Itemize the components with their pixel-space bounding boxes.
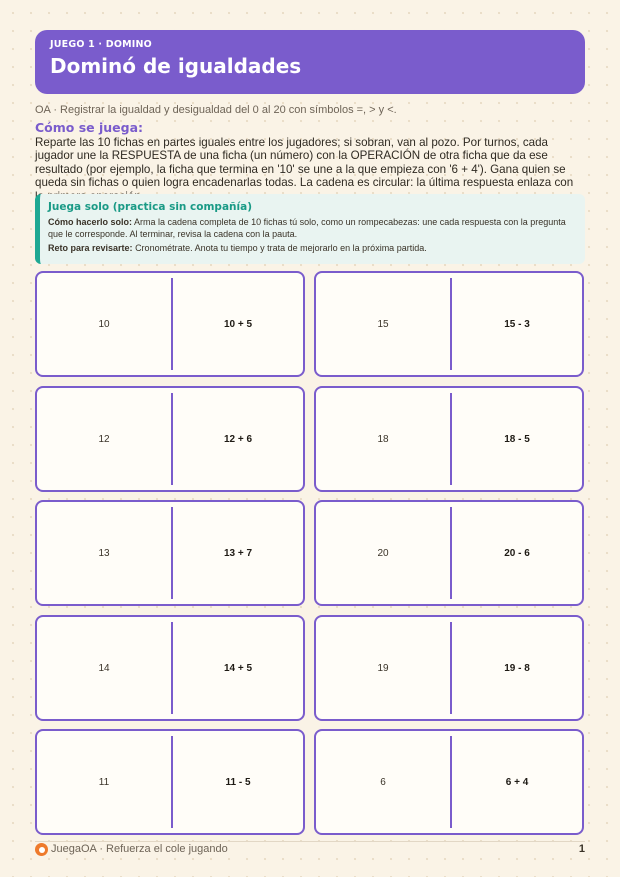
tile-answer: 12 xyxy=(98,433,110,445)
page-title: Dominó de igualdades xyxy=(50,54,302,78)
tile-answer: 19 xyxy=(377,662,389,674)
tile-operation: 18 - 5 xyxy=(504,433,530,445)
howto-text: Reparte las 10 fichas en partes iguales entre los jugadores; si sobran, van al pozo. Por turnos, cada jugador une la RESPUESTA de una ficha (un número) con la OPERACIÓN de otra ficha que da ese resultado (por ejemplo, la ficha que termina en '10' se une a la que empieza con '6 + 4'). Gana quien se queda sin fichas o quien logra encadenarlas todas. La cadena es circular: la última respuesta enlaza con xyxy=(35,136,574,190)
solo-title: Juega solo (practica sin compañía) xyxy=(48,201,252,213)
tile-operation: 6 + 4 xyxy=(505,776,529,788)
tile-answer: 11 xyxy=(98,776,110,788)
solo-how-text: Arma la cadena completa de 10 fichas tú solo, como un rompecabezas: une cada respuesta con la pregunta que le corresponde. Al terminar, revisa la cadena con la pauta. xyxy=(48,217,566,239)
solo-how-row xyxy=(48,216,575,240)
domino-tile xyxy=(314,500,584,606)
solo-challenge-row xyxy=(48,242,575,254)
tile-answer: 15 xyxy=(377,318,389,330)
solo-challenge-text: Cronométrate. Anota tu tiempo y trata de mejorarlo en la próxima partida. xyxy=(135,243,427,253)
tile-operation: 15 - 3 xyxy=(504,318,530,330)
page-footer xyxy=(35,843,585,859)
logo-ring-icon xyxy=(35,843,48,856)
domino-tile xyxy=(35,729,305,835)
learning-objective: OA · Registrar la igualdad y desigualdad del 0 al 20 con símbolos =, > y <. xyxy=(35,104,397,116)
tile-operation: 14 + 5 xyxy=(223,662,253,674)
domino-tile xyxy=(314,386,584,492)
tile-answer: 13 xyxy=(98,547,110,559)
tile-operation: 19 - 8 xyxy=(504,662,530,674)
domino-tile xyxy=(35,271,305,377)
tile-answer: 14 xyxy=(98,662,110,674)
tile-answer: 6 xyxy=(380,776,386,788)
tile-operation: 12 + 6 xyxy=(223,433,253,445)
tile-operation: 20 - 6 xyxy=(504,547,530,559)
domino-tile xyxy=(314,729,584,835)
tile-operation: 13 + 7 xyxy=(223,547,253,559)
domino-tile xyxy=(35,615,305,721)
footer-divider xyxy=(35,841,585,842)
game-kicker: JUEGO 1 · DOMINO xyxy=(50,39,152,50)
tile-answer: 18 xyxy=(377,433,389,445)
howto-heading: Cómo se juega: xyxy=(35,120,144,135)
solo-callout xyxy=(35,194,585,264)
domino-tile xyxy=(314,615,584,721)
tile-answer: 10 xyxy=(98,318,110,330)
tile-operation: 11 - 5 xyxy=(225,776,251,788)
page-number: 1 xyxy=(578,843,585,855)
domino-tile xyxy=(314,271,584,377)
tile-operation: 10 + 5 xyxy=(223,318,253,330)
tile-answer: 20 xyxy=(377,547,389,559)
solo-how-label: Cómo hacerlo solo: xyxy=(48,217,133,227)
page-header xyxy=(35,30,585,94)
domino-tile xyxy=(35,386,305,492)
solo-challenge-label: Reto para revisarte: xyxy=(48,243,133,253)
domino-tile xyxy=(35,500,305,606)
footer-brand: JuegaOA · Refuerza el cole jugando xyxy=(51,843,228,855)
